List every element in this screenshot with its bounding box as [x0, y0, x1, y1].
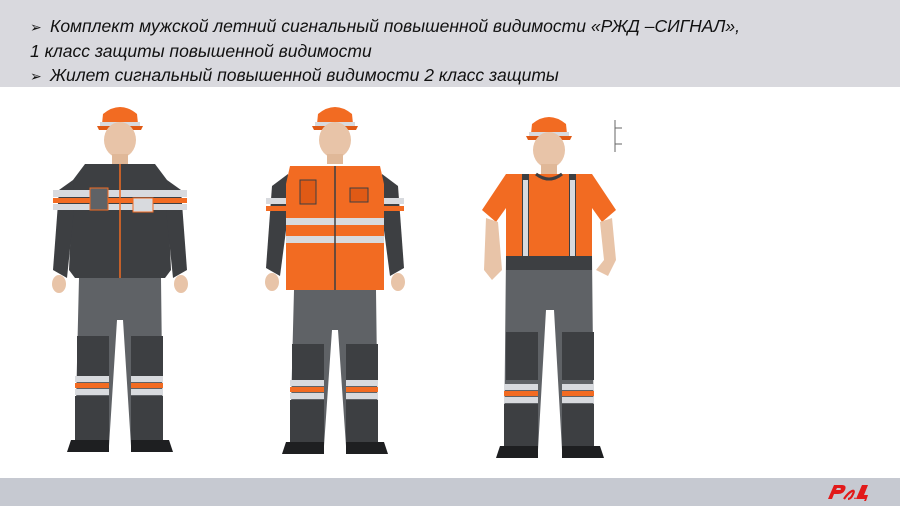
worker-signal-vest-figure — [258, 100, 413, 462]
bullet-arrow-icon: ➢ — [30, 19, 42, 35]
header-text-block — [30, 14, 890, 88]
garment-detail-mark-icon — [612, 118, 624, 154]
slide-header — [0, 0, 900, 87]
rzd-logo — [824, 481, 872, 503]
header-line-1 — [30, 14, 890, 39]
worker-jacket-suit-figure — [45, 100, 195, 460]
header-line-1-text: Комплект мужской летний сигнальный повышенной видимости «РЖД –СИГНАЛ», — [50, 16, 741, 36]
header-line-2-text: 1 класс защиты повышенной видимости — [30, 41, 372, 61]
bullet-arrow-icon: ➢ — [30, 68, 42, 84]
header-line-2 — [30, 39, 890, 63]
header-line-3 — [30, 63, 890, 88]
worker-tshirt-overalls-figure — [476, 110, 624, 468]
header-line-3-text: Жилет сигнальный повышенной видимости 2 класс защиты — [50, 65, 559, 85]
slide-footer — [0, 478, 900, 506]
